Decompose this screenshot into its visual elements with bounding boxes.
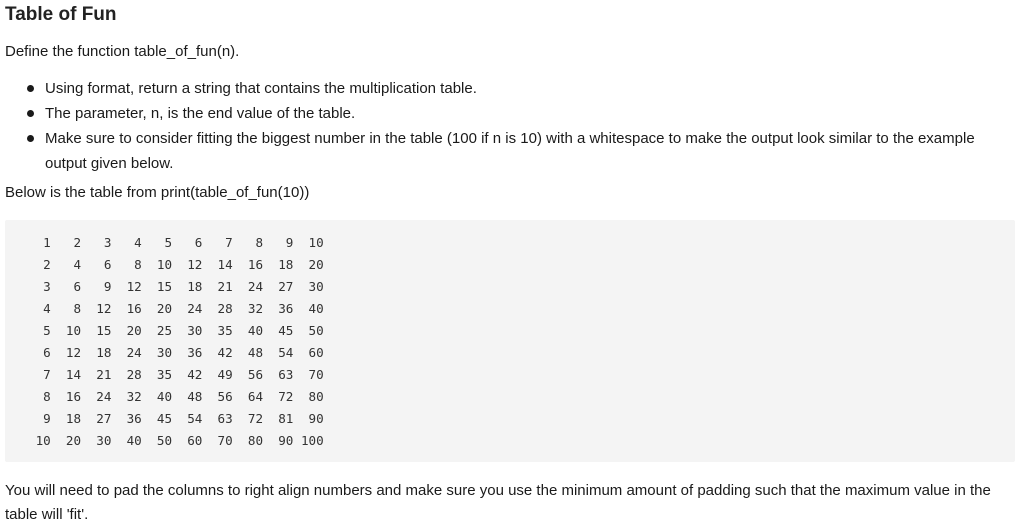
footer-text: You will need to pad the columns to right align numbers and make sure you use the minimum amount of padding such that the maximum value in the table will 'fit'. (5, 482, 991, 523)
requirements-list (0, 76, 1010, 176)
code-line: 3 6 9 12 15 18 21 24 27 30 (28, 279, 324, 294)
code-line: 7 14 21 28 35 42 49 56 63 70 (28, 367, 324, 382)
code-line: 5 10 15 20 25 30 35 40 45 50 (28, 323, 324, 338)
requirement-item: The parameter, n, is the end value of the table. (0, 101, 1010, 126)
requirement-item: Using format, return a string that contains the multiplication table. (0, 76, 1010, 101)
code-line: 9 18 27 36 45 54 63 72 81 90 (28, 411, 324, 426)
example-output-block (5, 220, 1015, 462)
intro-text: Define the function table_of_fun(n). (5, 43, 240, 60)
code-line: 6 12 18 24 30 36 42 48 54 60 (28, 345, 324, 360)
code-line: 1 2 3 4 5 6 7 8 9 10 (28, 235, 324, 250)
requirement-item: Make sure to consider fitting the biggest number in the table (100 if n is 10) with a whitespace to make the output look similar to the example output given below. (0, 126, 1010, 176)
page-title: Table of Fun (5, 4, 117, 25)
code-output (28, 232, 324, 452)
code-line: 8 16 24 32 40 48 56 64 72 80 (28, 389, 324, 404)
code-line: 10 20 30 40 50 60 70 80 90 100 (28, 433, 324, 448)
code-line: 4 8 12 16 20 24 28 32 36 40 (28, 301, 324, 316)
example-caption: Below is the table from print(table_of_fun(10)) (5, 184, 310, 201)
code-line: 2 4 6 8 10 12 14 16 18 20 (28, 257, 324, 272)
